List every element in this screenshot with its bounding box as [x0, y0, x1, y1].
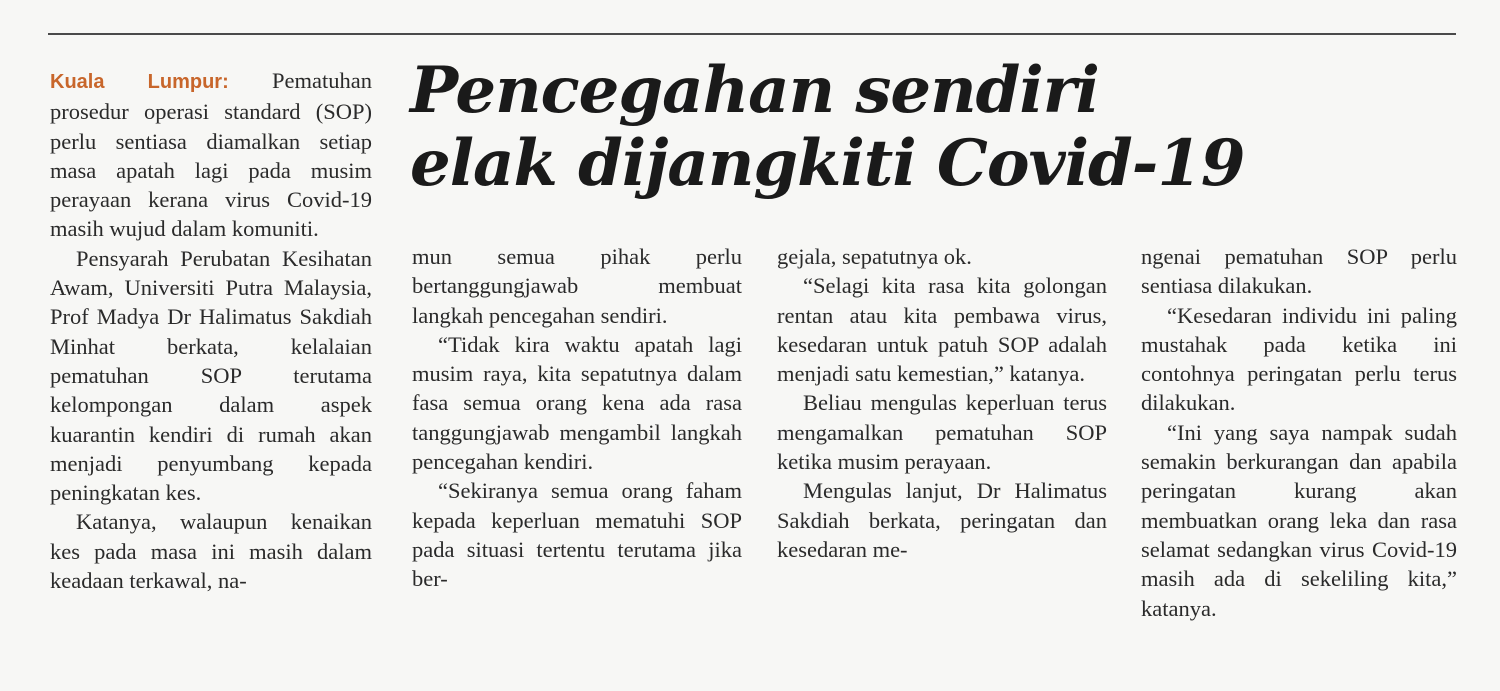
paragraph: “Selagi kita rasa kita golongan rentan atau kita pembawa virus, kesedaran untuk patuh SOP adalah menjadi satu kemestian,” katanya.	[777, 273, 1107, 387]
paragraph-text: Pematuhan prosedur operasi standard (SOP) perlu sentiasa diamalkan setiap masa apatah lagi pada musim perayaan kerana virus Covid-19 masih wujud dalam komuniti.	[50, 68, 372, 242]
paragraph: ngenai pematuhan SOP perlu sentiasa dilakukan.	[1141, 244, 1457, 299]
paragraph: Mengulas lanjut, Dr Halimatus Sakdiah berkata, peringatan dan kesedaran me-	[777, 478, 1107, 562]
column-1	[50, 66, 372, 595]
dateline: Kuala Lumpur:	[50, 71, 229, 93]
column-3	[777, 242, 1107, 564]
column-2	[412, 242, 742, 594]
headline-line-2: elak dijangkiti Covid-19	[410, 126, 1245, 201]
headline-line-1: Pencegahan sendiri	[410, 53, 1099, 128]
paragraph: mun semua pihak perlu bertanggungjawab membuat langkah pencegahan sendiri.	[412, 244, 742, 328]
paragraph: “Ini yang saya nampak sudah semakin berkurangan dan apabila peringatan kurang akan membuatkan orang leka dan rasa selamat sedangkan virus Covid-19 masih ada di sekeliling kita,” katanya.	[1141, 419, 1457, 621]
paragraph: Beliau mengulas keperluan terus mengamalkan pematuhan SOP ketika musim perayaan.	[777, 390, 1107, 475]
lead-paragraph	[50, 66, 372, 244]
paragraph: Katanya, walaupun kenaikan kes pada masa ini masih dalam keadaan terkawal, na-	[50, 509, 372, 594]
column-4	[1141, 242, 1457, 623]
paragraph: “Tidak kira waktu apatah lagi musim raya, kita sepatutnya dalam fasa semua orang kena ada rasa tanggungjawab mengambil langkah pencegahan kendiri.	[412, 331, 742, 475]
paragraph: Pensyarah Perubatan Kesihatan Awam, Universiti Putra Malaysia, Prof Madya Dr Halimatus Sakdiah Minhat berkata, kelalaian pematuhan SOP terutama kelompongan dalam aspek kuarantin kendiri di rumah akan menjadi penyumbang kepada peningkatan kes.	[50, 245, 372, 506]
paragraph: gejala, sepatutnya ok.	[777, 244, 972, 269]
paragraph: “Kesedaran individu ini paling mustahak pada ketika ini contohnya peringatan perlu terus dilakukan.	[1141, 302, 1457, 416]
headline	[410, 54, 1410, 200]
paragraph: “Sekiranya semua orang faham kepada keperluan mematuhi SOP pada situasi tertentu terutama jika ber-	[412, 478, 742, 592]
top-rule	[48, 33, 1456, 35]
